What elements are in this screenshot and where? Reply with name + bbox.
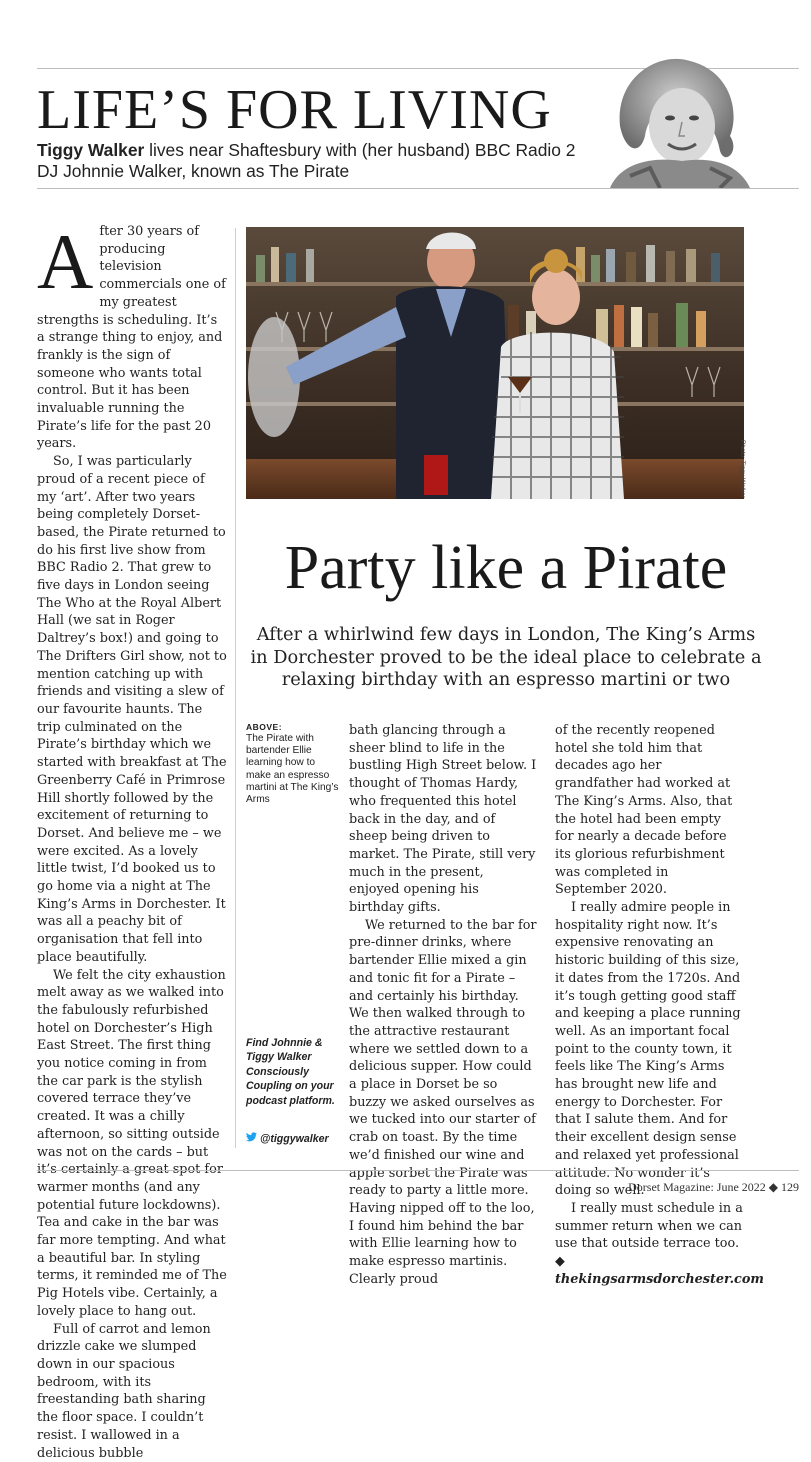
- twitter-handle-text: @tiggywalker: [260, 1132, 329, 1145]
- byline-name: Tiggy Walker: [37, 140, 145, 160]
- paragraph: I really must schedule in a summer return when we can use that outside terrace too. ◆: [555, 1200, 743, 1270]
- byline: [37, 140, 577, 182]
- feature-photo: [246, 227, 744, 499]
- paragraph: of the recently reopened hotel she told him that decades ago her grandfather had worked at The King’s Arms. Also, that the hotel had been empty for nearly a decade before its glorious refurbishment was completed in September 2020.: [555, 723, 733, 898]
- paragraph: So, I was particularly proud of a recent piece of my ‘art’. After two years being completely Dorset-based, the Pirate returned to do his first live show from BBC Radio 2. That grew to five days in London seeing The Who at the Royal Albert Hall (we sat in Roger Daltrey’s box!) and going to The Drifters Girl show, not to mention catching up with friends and visiting a slew of our favourite haunts. The trip culminated on the Pirate’s birthday which we started with breakfast at The Greenberry Café in Primrose Hill shortly followed by the excitement of returning to Dorset. And believe me – we were excited. As a lovely little twist, I’d booked us to go home via a night at The King’s Arms in Dorchester. It was all a peachy bit of organisation that fell into place beautifully.: [37, 454, 227, 965]
- twitter-handle[interactable]: [246, 1132, 329, 1145]
- drop-cap: A: [37, 218, 94, 305]
- article-column-1: [37, 218, 227, 1462]
- paragraph: We returned to the bar for pre-dinner drinks, where bartender Ellie mixed a gin and tonic fit for a Pirate – and certainly his birthday. We then walked through to the attractive restaurant where we settled down to a delicious supper. How could a place in Dorset be so buzzy we asked ourselves as we tucked into our starter of crab on toast. By the time we’d finished our wine and apple sorbet the Pirate was ready to party a little more. Having nipped off to the loo, I found him behind the bar with Ellie learning how to make espresso martinis. Clearly proud: [349, 917, 537, 1287]
- paragraph: After 30 years of producing television commercials one of my greatest strengths is scheduling. It’s a strange thing to enjoy, and frankly is the sign of someone who wants total control. But it has been invaluable running the Pirate’s life for the past 20 years.: [37, 218, 226, 452]
- article-column-3: [555, 722, 764, 1289]
- author-portrait: [590, 56, 760, 188]
- paragraph: Full of carrot and lemon drizzle cake we slumped down in our spacious bedroom, with its freestanding bath sharing the floor space. I couldn’t resist. I wallowed in a delicious bubble: [37, 1321, 211, 1461]
- photo-credit: Photo: Tiggy Walker: [739, 440, 746, 498]
- paragraph: I really admire people in hospitality right now. It’s expensive renovating an historic building of this size, it dates from the 1720s. And it’s tough getting good staff and keeping a place running well. As an important focal point to the county town, it feels like The King’s Arms has brought new life and energy to Dorchester. For that I salute them. And for their excellent design sense and relaxed yet professional attitude. No wonder it’s doing so well.: [555, 900, 741, 1199]
- standfirst: After a whirlwind few days in London, The King’s Arms in Dorchester proved to be the ideal place to celebrate a relaxing birthday with an espresso martini or two: [250, 624, 762, 690]
- footer-rule: [37, 1170, 799, 1171]
- podcast-note: Find Johnnie & Tiggy Walker Consciously Coupling on your podcast platform.: [246, 1037, 335, 1107]
- twitter-icon: [246, 1132, 257, 1145]
- article-column-2: [349, 722, 537, 1289]
- column-title: LIFE’S FOR LIVING: [37, 79, 552, 141]
- byline-text: lives near Shaftesbury with (her husband) BBC Radio 2 DJ Johnnie Walker, known as The Pirate: [37, 140, 576, 181]
- header-rule: [37, 188, 799, 189]
- photo-caption: The Pirate with bartender Ellie learning how to make an espresso martini at The King’s Arms: [246, 733, 339, 806]
- page-folio: Dorset Magazine: June 2022 ◆ 129: [628, 1180, 799, 1194]
- column-divider: [235, 228, 236, 1148]
- website-link[interactable]: thekingsarmsdorchester.com: [555, 1271, 764, 1287]
- caption-label: ABOVE:: [246, 722, 283, 732]
- paragraph: bath glancing through a sheer blind to life in the bustling High Street below. I thought of Thomas Hardy, who frequented this hotel back in the day, and of sheep being driven to market. The Pirate, still very much in the present, enjoyed opening his birthday gifts.: [349, 723, 537, 916]
- headline: Party like a Pirate: [284, 534, 728, 602]
- paragraph: We felt the city exhaustion melt away as we walked into the fabulously refurbished hotel on Dorchester’s High East Street. The first thing you notice coming in from the car park is the stylish covered terrace they’ve created. It was a chilly afternoon, so sitting outside was not on the cards – but it’s certainly a great spot for warmer months (and any potential future lockdowns). Tea and cake in the bar was far more tempting. And what a beautiful bar. In styling terms, it reminded me of The Pig Hotels vibe. Certainly, a lovely place to hang out.: [37, 967, 227, 1319]
